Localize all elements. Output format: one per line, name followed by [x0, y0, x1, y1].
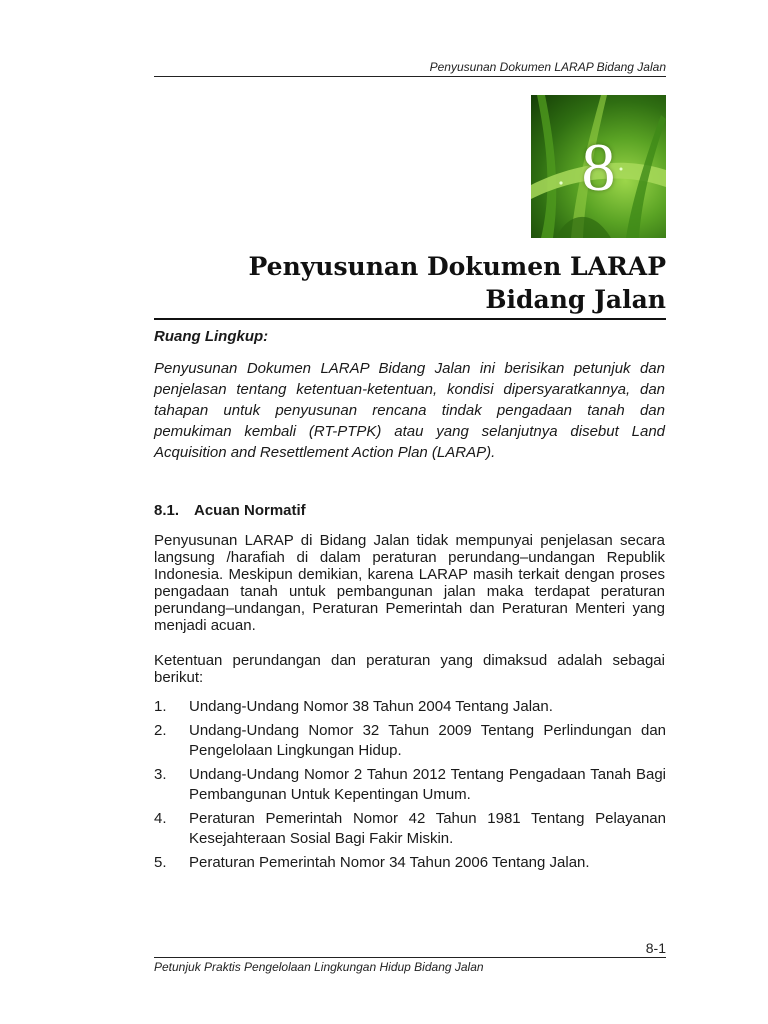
page-number: 8-1 [645, 940, 666, 956]
regulation-list [154, 697, 666, 877]
section-title: Acuan Normatif [194, 502, 306, 519]
chapter-title-line2: Bidang Jalan [485, 285, 666, 314]
list-item [154, 809, 666, 849]
list-item-number: 4. [154, 810, 167, 827]
chapter-title [154, 250, 666, 316]
list-item-number: 2. [154, 722, 167, 739]
list-item-text: Peraturan Pemerintah Nomor 34 Tahun 2006 Tentang Jalan. [189, 854, 590, 871]
list-item-text: Undang-Undang Nomor 38 Tahun 2004 Tentang Jalan. [189, 698, 553, 715]
list-item [154, 721, 666, 761]
list-item-number: 5. [154, 854, 167, 871]
running-header: Penyusunan Dokumen LARAP Bidang Jalan [429, 60, 666, 74]
footer-divider [154, 957, 666, 958]
section-number: 8.1. [154, 502, 180, 519]
chapter-image [531, 95, 666, 238]
list-item-text: Undang-Undang Nomor 2 Tahun 2012 Tentang Pengadaan Tanah Bagi Pembangunan Untuk Kepentingan Umum. [189, 766, 666, 803]
scope-heading: Ruang Lingkup: [154, 328, 269, 345]
section-heading [154, 502, 306, 519]
list-item-number: 1. [154, 698, 167, 715]
section-paragraph-1: Penyusunan LARAP di Bidang Jalan tidak mempunyai penjelasan secara langsung /harafiah di dalam peraturan perundang–undangan Republik Indonesia. Meskipun demikian, karena LARAP masih terkait dengan proses pengadaan tanah untuk pembangunan jalan maka terdapat peraturan perundang–undangan, Peraturan Pemerintah dan Peraturan Menteri yang menjadi acuan. [154, 532, 665, 634]
list-item-text: Undang-Undang Nomor 32 Tahun 2009 Tentang Perlindungan dan Pengelolaan Lingkungan Hidup. [189, 722, 666, 759]
scope-text: Penyusunan Dokumen LARAP Bidang Jalan ini berisikan petunjuk dan penjelasan tentang ketentuan-ketentuan, kondisi dipersyaratkannya, dan tahapan untuk penyusunan rencana tindak pengadaan tanah dan pemukiman kembali (RT-PTPK) atau yang selanjutnya disebut Land Acquisition and Resettlement Action Plan (LARAP). [154, 360, 665, 461]
list-item [154, 853, 666, 873]
running-footer: Petunjuk Praktis Pengelolaan Lingkungan Hidup Bidang Jalan [154, 960, 484, 974]
list-item-text: Peraturan Pemerintah Nomor 42 Tahun 1981 Tentang Pelayanan Kesejahteraan Sosial Bagi Fakir Miskin. [189, 810, 666, 847]
chapter-number: 8 [581, 129, 616, 205]
list-item-number: 3. [154, 766, 167, 783]
list-item [154, 765, 666, 805]
list-item [154, 697, 666, 717]
section-paragraph-2: Ketentuan perundangan dan peraturan yang dimaksud adalah sebagai berikut: [154, 652, 665, 686]
title-divider [154, 318, 666, 320]
chapter-title-line1: Penyusunan Dokumen LARAP [248, 252, 666, 281]
header-divider [154, 76, 666, 77]
